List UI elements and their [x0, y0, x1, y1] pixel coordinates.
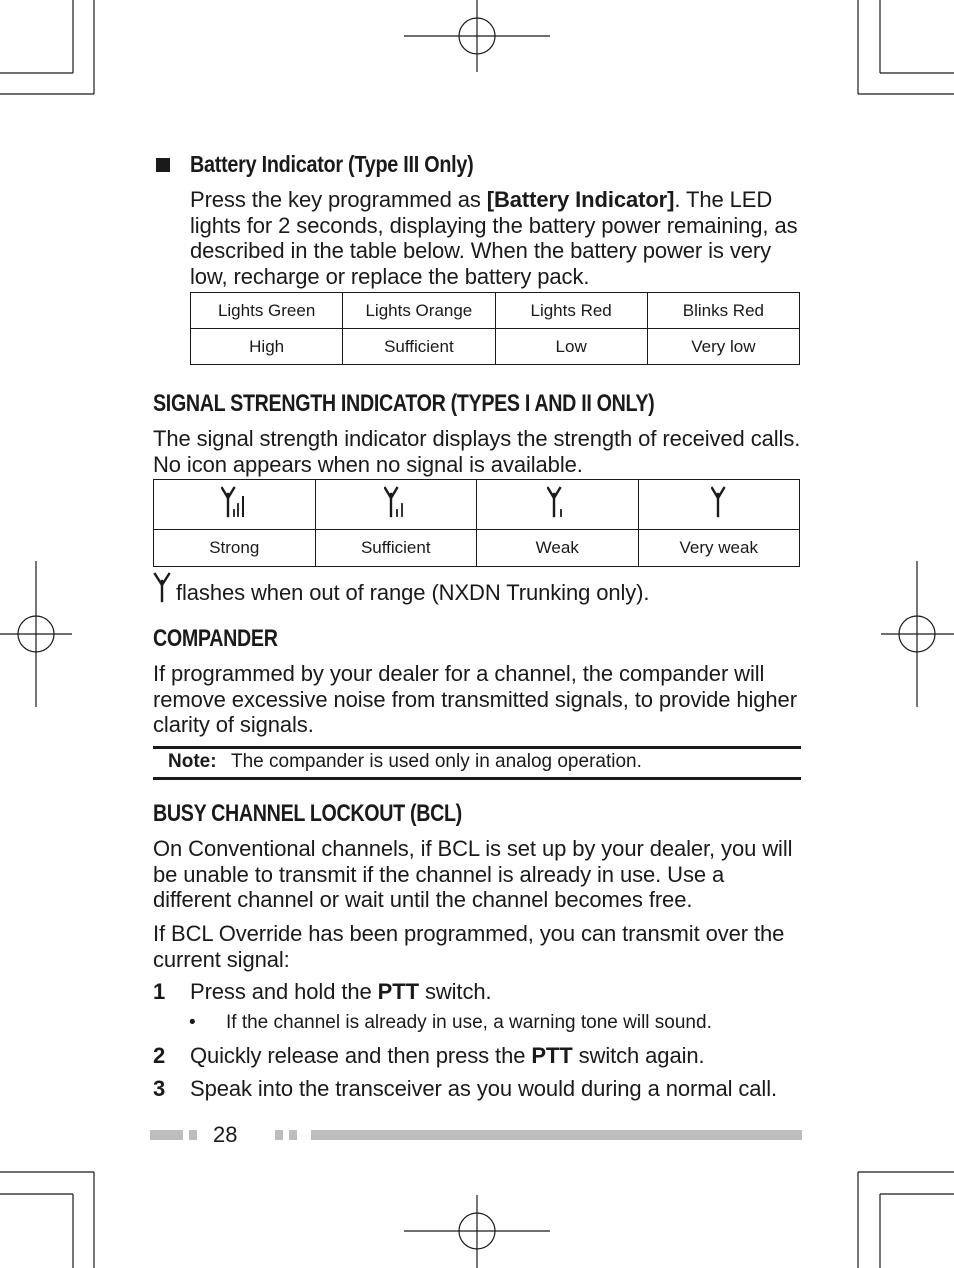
step-text: switch.	[418, 979, 492, 1004]
signal-heading: SIGNAL STRENGTH INDICATOR (TYPES I AND II ONLY)	[153, 390, 655, 417]
battery-led-cell: Lights Red	[495, 293, 647, 329]
footer-bar-right	[311, 1130, 802, 1140]
battery-key-label: [Battery Indicator]	[486, 187, 675, 212]
footer-bar-segment	[289, 1130, 297, 1140]
signal-icon-cell	[638, 480, 800, 530]
battery-led-cell: Lights Green	[191, 293, 343, 329]
step-number: 1	[153, 979, 166, 1004]
signal-label-cell: Sufficient	[315, 530, 477, 567]
battery-heading: Battery Indicator (Type III Only)	[190, 151, 474, 177]
battery-level-cell: Sufficient	[343, 329, 495, 365]
bullet-dot: •	[189, 1012, 196, 1033]
signal-sufficient-icon	[384, 486, 408, 518]
bullet-text: If the channel is already in use, a warning tone will sound.	[226, 1012, 712, 1033]
step-text: Press and hold the	[190, 979, 378, 1004]
step-2-text	[190, 1043, 705, 1069]
step-text: switch again.	[572, 1043, 705, 1068]
battery-level-cell: Low	[495, 329, 647, 365]
footer-bar-segment	[189, 1130, 197, 1140]
bcl-paragraph-2: If BCL Override has been programmed, you can transmit over the current signal:	[153, 921, 785, 972]
battery-led-cell: Lights Orange	[343, 293, 495, 329]
footer-bar-segment	[275, 1130, 283, 1140]
compander-heading: COMPANDER	[153, 625, 278, 652]
signal-table	[153, 479, 800, 567]
bcl-heading: BUSY CHANNEL LOCKOUT (BCL)	[153, 800, 462, 827]
antenna-flash-icon	[153, 572, 171, 604]
note-text: The compander is used only in analog operation.	[231, 751, 642, 772]
bcl-paragraph-1: On Conventional channels, if BCL is set up by your dealer, you will be unable to transmit if the channel is already in use. Use a different channel or wait until the channel becomes free.	[153, 836, 793, 912]
step-3-text: Speak into the transceiver as you would during a normal call.	[190, 1076, 777, 1101]
battery-level-cell: High	[191, 329, 343, 365]
step-text: Quickly release and then press the	[190, 1043, 532, 1068]
signal-strong-icon	[221, 486, 247, 518]
page-number: 28	[213, 1122, 238, 1147]
signal-paragraph: The signal strength indicator displays the strength of received calls. No icon appears when no signal is available.	[153, 426, 801, 477]
signal-flash-note: flashes when out of range (NXDN Trunking only).	[176, 580, 650, 605]
battery-led-cell: Blinks Red	[647, 293, 799, 329]
battery-level-row	[191, 329, 800, 365]
signal-label-cell: Very weak	[638, 530, 800, 567]
compander-paragraph: If programmed by your dealer for a channel, the compander will remove excessive noise from transmitted signals, to provide higher clarity of signals.	[153, 661, 797, 737]
signal-icon-cell	[477, 480, 639, 530]
battery-level-cell: Very low	[647, 329, 799, 365]
step-1-text	[190, 979, 492, 1005]
signal-label-cell: Strong	[154, 530, 316, 567]
ptt-key-label: PTT	[377, 979, 419, 1004]
battery-para-text-2: . The LED lights for 2 seconds, displaying the battery power remaining, as described in the table below. When the battery power is very low, recharge or replace the battery pack.	[190, 187, 798, 289]
signal-label-row	[154, 530, 800, 567]
signal-icon-cell	[154, 480, 316, 530]
signal-icon-row	[154, 480, 800, 530]
battery-para-text: Press the key programmed as	[190, 187, 487, 212]
ptt-key-label: PTT	[531, 1043, 573, 1068]
compander-note-box	[153, 746, 801, 780]
signal-very-weak-icon	[711, 486, 727, 518]
step-number: 3	[153, 1076, 166, 1101]
heading-square-bullet	[156, 158, 170, 172]
signal-weak-icon	[547, 486, 567, 518]
signal-label-cell: Weak	[477, 530, 639, 567]
signal-icon-cell	[315, 480, 477, 530]
step-number: 2	[153, 1043, 166, 1068]
footer-bar-left	[150, 1130, 183, 1140]
battery-table	[190, 292, 800, 365]
note-label: Note:	[168, 751, 217, 772]
battery-paragraph	[190, 187, 802, 289]
battery-led-row	[191, 293, 800, 329]
